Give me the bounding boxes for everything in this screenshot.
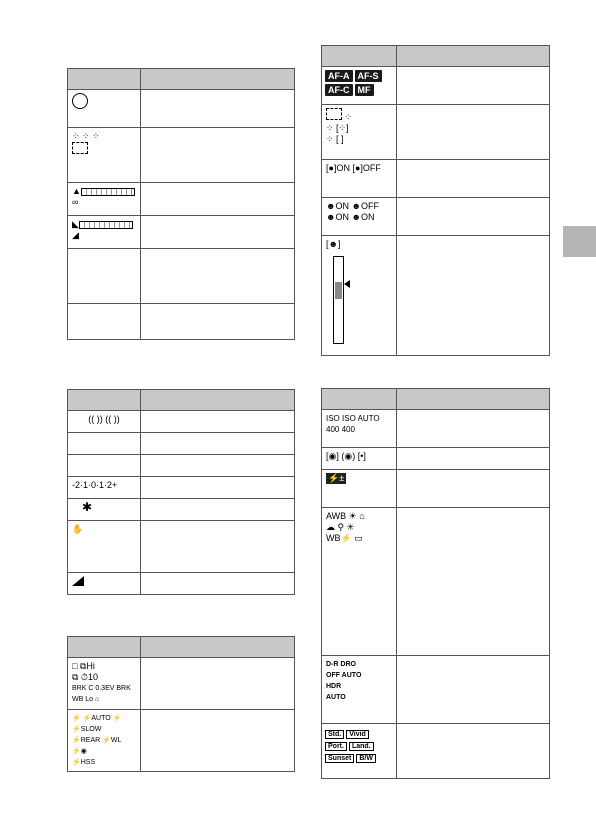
- aperture-scale-icon: ◣◢: [72, 219, 136, 241]
- table-row: [68, 499, 295, 521]
- camera-shake-warning-icon: ✋: [72, 524, 84, 534]
- ae-lock-icon: ✱: [82, 500, 93, 514]
- table-row: [68, 658, 295, 710]
- smile-detection-sensitivity-icon: [☻]: [326, 239, 341, 249]
- table-row: [68, 183, 295, 216]
- table-row: [322, 656, 550, 724]
- table-row: [322, 410, 550, 448]
- table-header-cell: [68, 390, 141, 411]
- table-row: [68, 455, 295, 477]
- creative-style-icons: Std. Vivid Port. Land. Sunset B/W: [324, 728, 394, 764]
- table-row: [68, 411, 295, 433]
- table-header-cell: [141, 390, 295, 411]
- table-header-cell: [141, 69, 295, 90]
- smile-sensitivity-fill: [335, 282, 342, 299]
- display-table-5: [321, 388, 550, 779]
- table-row: [68, 433, 295, 455]
- display-table-2: [67, 389, 295, 595]
- flash-compensation-icon: ⚡±: [328, 473, 345, 483]
- table-row: [68, 304, 295, 340]
- white-balance-icons: AWB ☀ ⌂ ☁ ⚲ ✳ WB⚡ ▭: [326, 511, 365, 543]
- table-row: [68, 477, 295, 499]
- table-row: [322, 67, 550, 105]
- signal-strength-icon: [72, 576, 84, 586]
- table-row: [322, 470, 550, 508]
- sensitivity-pointer-icon: [344, 280, 350, 288]
- distance-scale-icon: ▲∞: [72, 186, 136, 208]
- table-row: [68, 128, 295, 183]
- table-row: [322, 105, 550, 160]
- smile-sensitivity-bar: [333, 256, 344, 344]
- table-header-cell: [68, 69, 141, 90]
- table-row: [322, 448, 550, 470]
- table-row: [322, 198, 550, 236]
- table-header-cell: [322, 46, 397, 67]
- focus-mode-icons: AF-A AF-S AF-C MF: [324, 69, 394, 97]
- dro-hdr-icons: D-R DRO OFF AUTO HDR AUTO: [326, 661, 362, 701]
- table-row: [68, 710, 295, 772]
- table-header-cell: [397, 389, 550, 410]
- display-table-1: [67, 68, 295, 340]
- table-header-cell: [141, 637, 295, 658]
- table-row: [68, 90, 295, 128]
- table-row: [68, 249, 295, 304]
- table-row: [68, 521, 295, 573]
- table-row: [322, 236, 550, 356]
- table-header-cell: [397, 46, 550, 67]
- drive-mode-icons: □ ⧉Hi ⧉ ⏱10 BRK C 0.3EV BRK WB Lo ⌂: [72, 661, 131, 703]
- smile-shutter-icons: ☻ON ☻OFF ☻ON ☻ON: [326, 201, 379, 222]
- table-row: [68, 573, 295, 595]
- vibration-icon: (( )) (( )): [88, 414, 120, 424]
- table-row: [322, 724, 550, 779]
- table-header-cell: [322, 389, 397, 410]
- circle-icon: [72, 93, 88, 109]
- display-table-3: [67, 636, 295, 772]
- metering-mode-icons: [◉] (◉) [•]: [326, 451, 366, 461]
- face-detection-icons: [●]ON [●]OFF: [326, 163, 381, 173]
- table-header-cell: [68, 637, 141, 658]
- chapter-tab: [563, 226, 596, 257]
- iso-icons: ISO ISO AUTO 400 400: [326, 414, 380, 434]
- flash-mode-icons: ⚡ ⚡AUTO ⚡ ⚡SLOW ⚡REAR ⚡WL ⚡◉ ⚡HSS: [72, 715, 122, 766]
- af-area-icons: ⁘ ⁘ [⁘] ⁘ [ ]: [326, 108, 352, 145]
- af-area-icon: ⁘ ⁘ ⁘: [72, 131, 100, 157]
- table-row: [322, 160, 550, 198]
- table-row: [322, 508, 550, 656]
- table-row: [68, 216, 295, 249]
- display-table-4: [321, 45, 550, 356]
- exposure-scale-icon: -2·1·0·1·2+: [72, 480, 118, 490]
